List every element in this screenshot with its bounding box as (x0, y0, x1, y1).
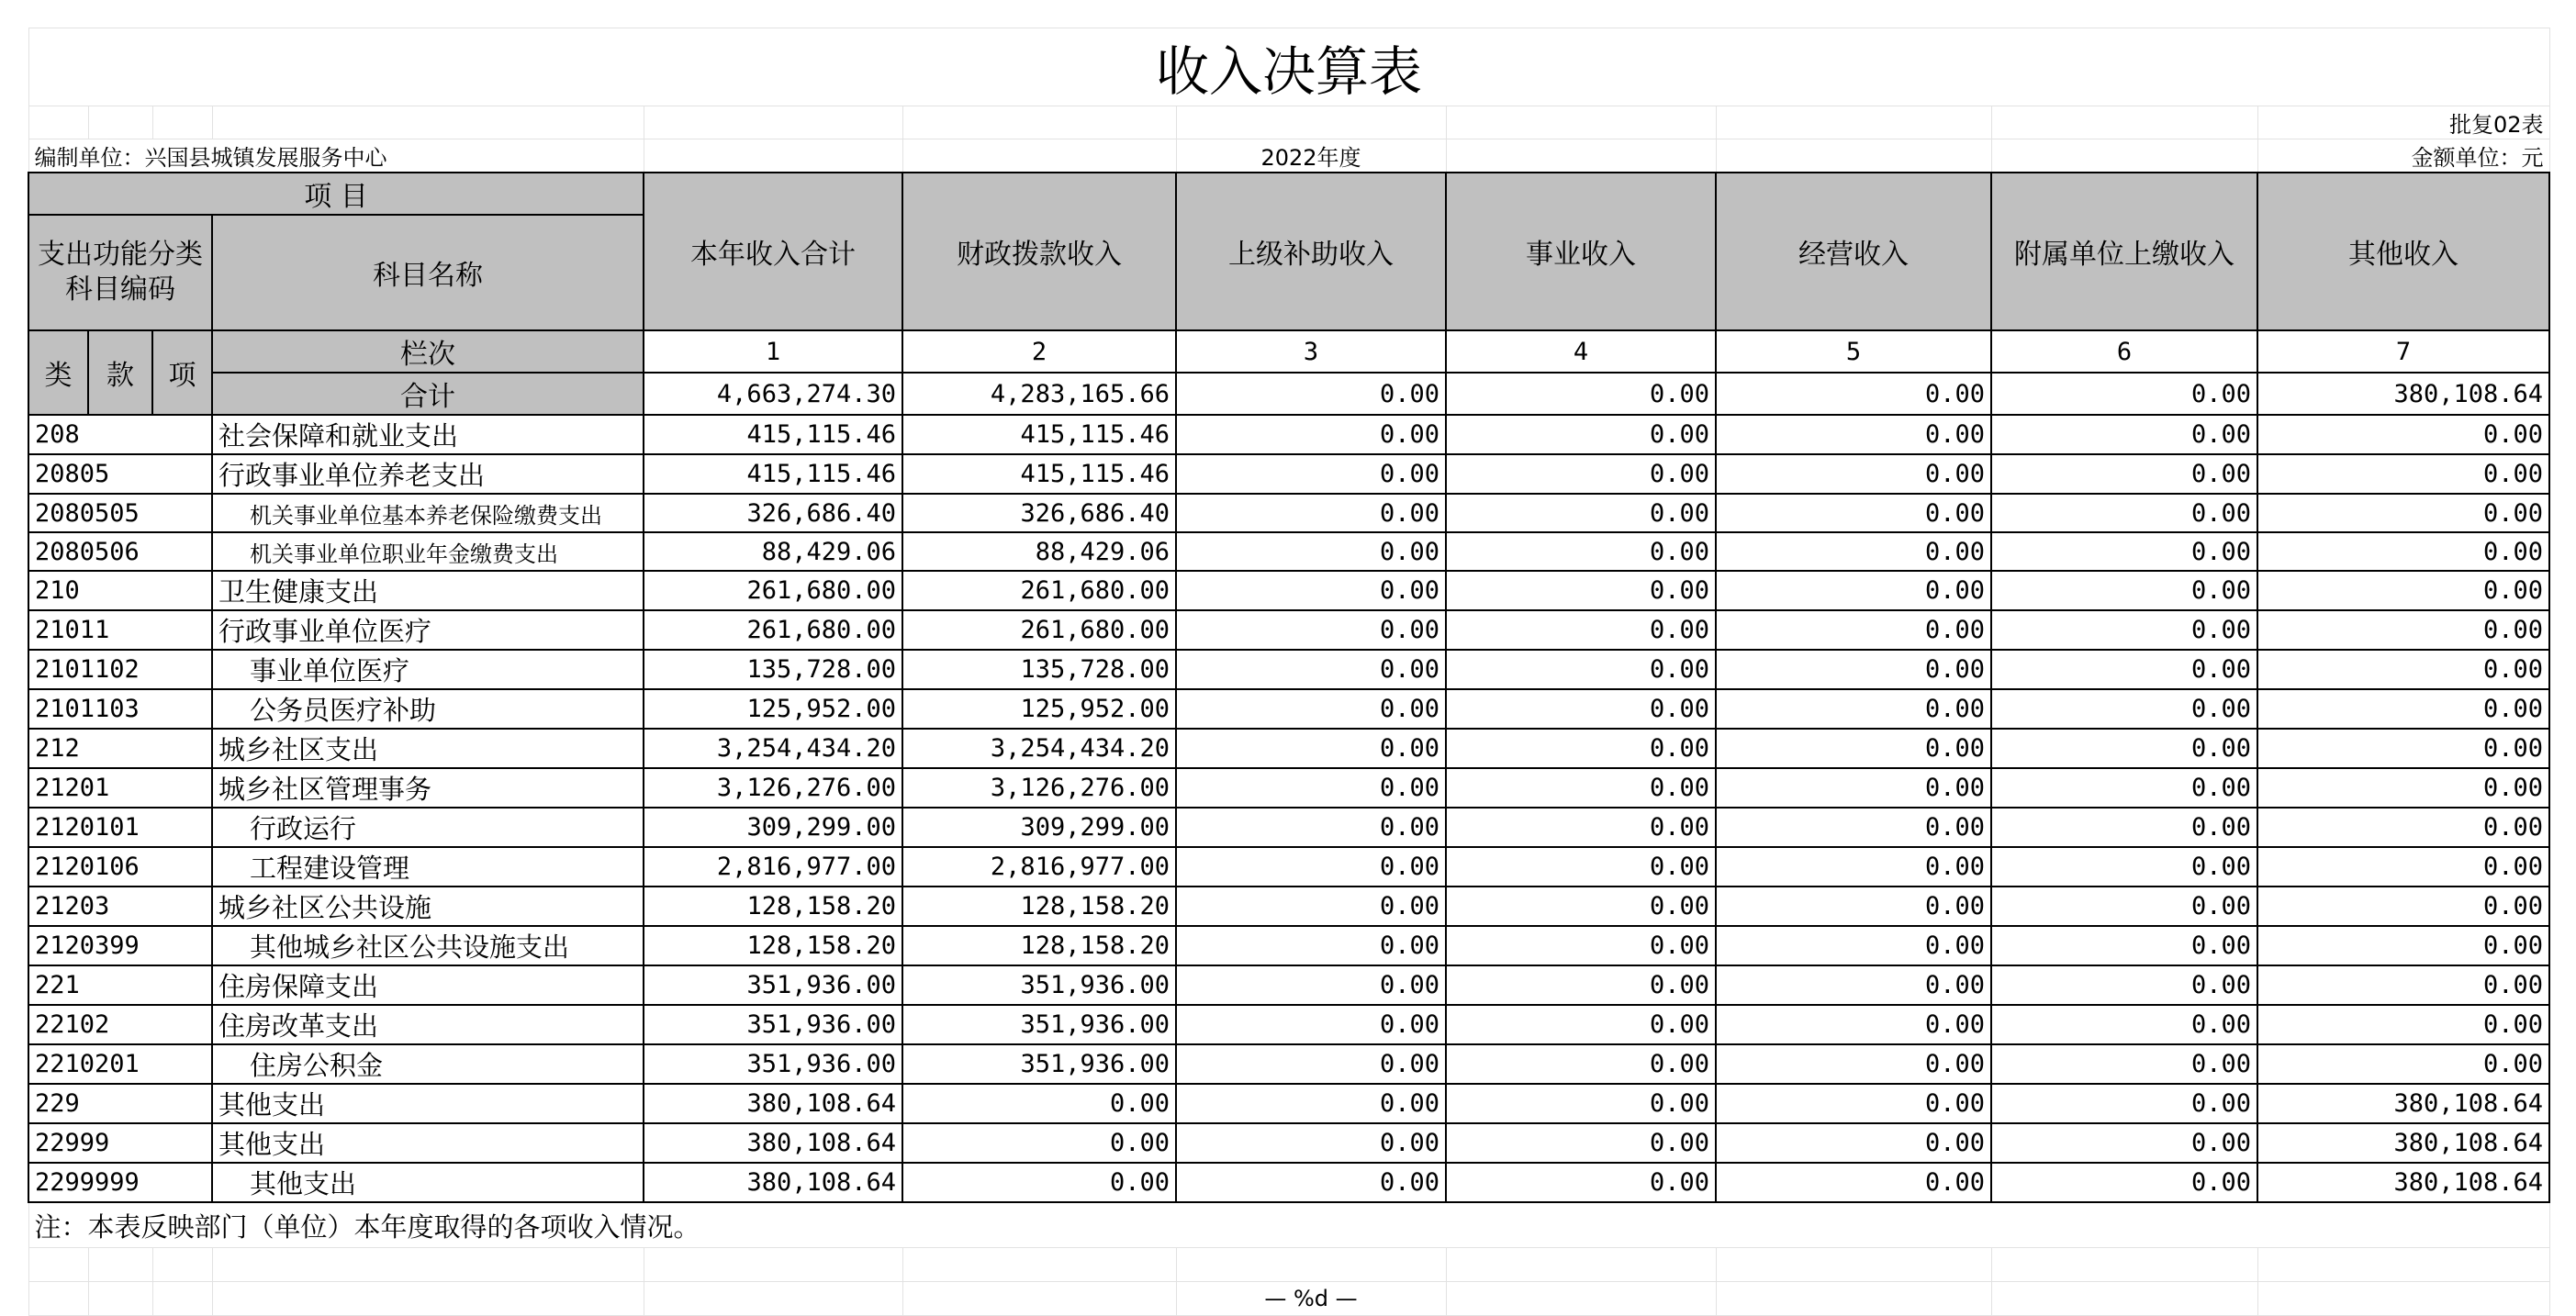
column-number-7: 7 (2257, 330, 2549, 373)
total-value-4: 0.00 (1446, 373, 1716, 415)
row-value-3: 0.00 (1176, 808, 1446, 847)
row-value-7: 0.00 (2257, 1005, 2549, 1044)
row-value-1: 415,115.46 (644, 415, 902, 454)
table-row (28, 1084, 2549, 1123)
col-header-1: 本年收入合计 (644, 173, 902, 330)
row-value-3: 0.00 (1176, 532, 1446, 571)
table-row (28, 689, 2549, 729)
row-value-6: 0.00 (1991, 1044, 2257, 1084)
row-code: 2101102 (28, 650, 212, 689)
row-value-5: 0.00 (1716, 808, 1991, 847)
column-number-5: 5 (1716, 330, 1991, 373)
row-code: 208 (28, 415, 212, 454)
header-name: 科目名称 (212, 215, 644, 330)
row-value-2: 326,686.40 (902, 494, 1176, 532)
table-row (28, 729, 2549, 768)
total-value-2: 4,283,165.66 (902, 373, 1176, 415)
col-header-5: 经营收入 (1716, 173, 1991, 330)
row-code: 221 (28, 965, 212, 1005)
total-label: 合计 (212, 373, 644, 415)
col-header-2: 财政拨款收入 (902, 173, 1176, 330)
table-row (28, 887, 2549, 926)
currency-unit: 金额单位：元 (2257, 139, 2549, 173)
row-value-1: 128,158.20 (644, 926, 902, 965)
table-row (28, 1163, 2549, 1202)
row-value-6: 0.00 (1991, 1084, 2257, 1123)
row-value-7: 0.00 (2257, 1044, 2549, 1084)
table-row (28, 532, 2549, 571)
row-value-2: 351,936.00 (902, 1005, 1176, 1044)
row-value-6: 0.00 (1991, 532, 2257, 571)
row-value-2: 125,952.00 (902, 689, 1176, 729)
row-value-6: 0.00 (1991, 887, 2257, 926)
row-code: 2299999 (28, 1163, 212, 1202)
row-value-3: 0.00 (1176, 1123, 1446, 1163)
table-row (28, 1123, 2549, 1163)
compiling-unit: 编制单位：兴国县城镇发展服务中心 (28, 139, 644, 173)
table-row (28, 768, 2549, 808)
row-value-5: 0.00 (1716, 689, 1991, 729)
row-name: 工程建设管理 (212, 847, 644, 887)
header-code: 支出功能分类科目编码 (28, 215, 212, 330)
row-value-4: 0.00 (1446, 729, 1716, 768)
row-value-6: 0.00 (1991, 808, 2257, 847)
row-value-3: 0.00 (1176, 926, 1446, 965)
row-value-3: 0.00 (1176, 650, 1446, 689)
row-name: 行政运行 (212, 808, 644, 847)
row-value-1: 309,299.00 (644, 808, 902, 847)
row-code: 21011 (28, 610, 212, 650)
row-value-6: 0.00 (1991, 610, 2257, 650)
row-value-4: 0.00 (1446, 454, 1716, 494)
row-value-2: 261,680.00 (902, 610, 1176, 650)
row-value-4: 0.00 (1446, 1084, 1716, 1123)
row-value-4: 0.00 (1446, 768, 1716, 808)
row-value-1: 351,936.00 (644, 965, 902, 1005)
row-value-5: 0.00 (1716, 926, 1991, 965)
row-value-2: 3,126,276.00 (902, 768, 1176, 808)
row-value-3: 0.00 (1176, 1084, 1446, 1123)
row-value-3: 0.00 (1176, 965, 1446, 1005)
row-value-7: 0.00 (2257, 887, 2549, 926)
row-code: 229 (28, 1084, 212, 1123)
row-value-2: 135,728.00 (902, 650, 1176, 689)
row-code: 210 (28, 571, 212, 610)
total-value-1: 4,663,274.30 (644, 373, 902, 415)
row-value-1: 125,952.00 (644, 689, 902, 729)
row-code: 2080506 (28, 532, 212, 571)
header-section: 款 (88, 330, 152, 415)
table-row (28, 650, 2549, 689)
row-value-2: 2,816,977.00 (902, 847, 1176, 887)
row-value-6: 0.00 (1991, 1163, 2257, 1202)
header-category: 类 (28, 330, 88, 415)
row-name: 其他支出 (212, 1123, 644, 1163)
row-value-7: 0.00 (2257, 847, 2549, 887)
page-number-footer: — %d — (1176, 1282, 1446, 1316)
row-value-4: 0.00 (1446, 571, 1716, 610)
column-number-6: 6 (1991, 330, 2257, 373)
row-value-7: 380,108.64 (2257, 1163, 2549, 1202)
row-name: 机关事业单位基本养老保险缴费支出 (212, 494, 644, 532)
row-value-1: 351,936.00 (644, 1005, 902, 1044)
table-row (28, 610, 2549, 650)
row-value-5: 0.00 (1716, 847, 1991, 887)
row-value-4: 0.00 (1446, 532, 1716, 571)
row-value-7: 0.00 (2257, 454, 2549, 494)
row-value-1: 326,686.40 (644, 494, 902, 532)
table-row (28, 965, 2549, 1005)
row-code: 212 (28, 729, 212, 768)
row-value-6: 0.00 (1991, 1005, 2257, 1044)
row-name: 社会保障和就业支出 (212, 415, 644, 454)
row-code: 2101103 (28, 689, 212, 729)
row-value-4: 0.00 (1446, 808, 1716, 847)
row-value-6: 0.00 (1991, 454, 2257, 494)
row-value-1: 128,158.20 (644, 887, 902, 926)
row-value-6: 0.00 (1991, 729, 2257, 768)
row-value-5: 0.00 (1716, 729, 1991, 768)
row-value-4: 0.00 (1446, 650, 1716, 689)
col-header-6: 附属单位上缴收入 (1991, 173, 2257, 330)
row-value-7: 0.00 (2257, 768, 2549, 808)
row-name: 其他城乡社区公共设施支出 (212, 926, 644, 965)
row-value-7: 0.00 (2257, 415, 2549, 454)
row-name: 行政事业单位医疗 (212, 610, 644, 650)
row-value-5: 0.00 (1716, 610, 1991, 650)
row-value-2: 415,115.46 (902, 454, 1176, 494)
row-value-7: 0.00 (2257, 650, 2549, 689)
row-value-5: 0.00 (1716, 1123, 1991, 1163)
row-value-3: 0.00 (1176, 571, 1446, 610)
row-value-3: 0.00 (1176, 768, 1446, 808)
table-row (28, 415, 2549, 454)
col-header-7: 其他收入 (2257, 173, 2549, 330)
fiscal-year: 2022年度 (1176, 139, 1446, 173)
row-value-5: 0.00 (1716, 1084, 1991, 1123)
row-value-2: 415,115.46 (902, 415, 1176, 454)
row-value-7: 0.00 (2257, 965, 2549, 1005)
row-value-5: 0.00 (1716, 768, 1991, 808)
row-value-6: 0.00 (1991, 768, 2257, 808)
row-value-4: 0.00 (1446, 689, 1716, 729)
row-value-1: 415,115.46 (644, 454, 902, 494)
row-value-1: 351,936.00 (644, 1044, 902, 1084)
row-code: 21201 (28, 768, 212, 808)
table-row (28, 571, 2549, 610)
column-number-4: 4 (1446, 330, 1716, 373)
table-row (28, 454, 2549, 494)
row-value-5: 0.00 (1716, 454, 1991, 494)
row-code: 2120106 (28, 847, 212, 887)
row-value-1: 261,680.00 (644, 610, 902, 650)
row-value-5: 0.00 (1716, 650, 1991, 689)
row-value-6: 0.00 (1991, 650, 2257, 689)
row-value-5: 0.00 (1716, 532, 1991, 571)
row-code: 22102 (28, 1005, 212, 1044)
row-value-5: 0.00 (1716, 887, 1991, 926)
row-code: 20805 (28, 454, 212, 494)
row-value-4: 0.00 (1446, 1044, 1716, 1084)
row-value-6: 0.00 (1991, 847, 2257, 887)
row-code: 2080505 (28, 494, 212, 532)
row-name: 卫生健康支出 (212, 571, 644, 610)
row-value-7: 380,108.64 (2257, 1084, 2549, 1123)
row-value-7: 0.00 (2257, 808, 2549, 847)
total-value-7: 380,108.64 (2257, 373, 2549, 415)
row-value-6: 0.00 (1991, 494, 2257, 532)
row-value-4: 0.00 (1446, 415, 1716, 454)
row-code: 22999 (28, 1123, 212, 1163)
row-value-7: 0.00 (2257, 494, 2549, 532)
table-row (28, 1005, 2549, 1044)
row-value-3: 0.00 (1176, 729, 1446, 768)
row-value-7: 380,108.64 (2257, 1123, 2549, 1163)
form-number: 批复02表 (2257, 106, 2549, 139)
row-value-1: 3,126,276.00 (644, 768, 902, 808)
table-row (28, 847, 2549, 887)
row-name: 公务员医疗补助 (212, 689, 644, 729)
row-value-4: 0.00 (1446, 926, 1716, 965)
row-value-2: 351,936.00 (902, 965, 1176, 1005)
row-value-4: 0.00 (1446, 887, 1716, 926)
row-value-6: 0.00 (1991, 926, 2257, 965)
row-value-5: 0.00 (1716, 415, 1991, 454)
row-value-7: 0.00 (2257, 926, 2549, 965)
total-value-5: 0.00 (1716, 373, 1991, 415)
row-value-4: 0.00 (1446, 847, 1716, 887)
row-value-4: 0.00 (1446, 965, 1716, 1005)
row-value-2: 309,299.00 (902, 808, 1176, 847)
table-row (28, 926, 2549, 965)
row-value-3: 0.00 (1176, 847, 1446, 887)
total-value-3: 0.00 (1176, 373, 1446, 415)
header-columns-label: 栏次 (212, 330, 644, 373)
row-value-6: 0.00 (1991, 965, 2257, 1005)
row-value-1: 88,429.06 (644, 532, 902, 571)
row-name: 住房改革支出 (212, 1005, 644, 1044)
row-value-3: 0.00 (1176, 689, 1446, 729)
table-note: 注：本表反映部门（单位）本年度取得的各项收入情况。 (28, 1202, 2549, 1248)
income-table (28, 28, 2550, 1316)
table-row (28, 1044, 2549, 1084)
row-value-1: 2,816,977.00 (644, 847, 902, 887)
row-value-1: 380,108.64 (644, 1084, 902, 1123)
row-name: 城乡社区支出 (212, 729, 644, 768)
column-number-3: 3 (1176, 330, 1446, 373)
row-value-4: 0.00 (1446, 1163, 1716, 1202)
row-value-2: 3,254,434.20 (902, 729, 1176, 768)
header-entry: 项 (152, 330, 212, 415)
row-value-6: 0.00 (1991, 571, 2257, 610)
row-value-7: 0.00 (2257, 729, 2549, 768)
column-number-1: 1 (644, 330, 902, 373)
row-value-2: 351,936.00 (902, 1044, 1176, 1084)
total-value-6: 0.00 (1991, 373, 2257, 415)
row-value-6: 0.00 (1991, 1123, 2257, 1163)
column-number-2: 2 (902, 330, 1176, 373)
col-header-4: 事业收入 (1446, 173, 1716, 330)
row-name: 住房公积金 (212, 1044, 644, 1084)
row-value-3: 0.00 (1176, 887, 1446, 926)
col-header-3: 上级补助收入 (1176, 173, 1446, 330)
row-value-2: 88,429.06 (902, 532, 1176, 571)
row-value-1: 135,728.00 (644, 650, 902, 689)
row-value-5: 0.00 (1716, 1163, 1991, 1202)
row-value-3: 0.00 (1176, 454, 1446, 494)
income-final-accounts-sheet (28, 28, 2548, 1316)
row-value-2: 0.00 (902, 1163, 1176, 1202)
row-code: 2210201 (28, 1044, 212, 1084)
row-value-7: 0.00 (2257, 571, 2549, 610)
row-value-7: 0.00 (2257, 689, 2549, 729)
row-value-5: 0.00 (1716, 494, 1991, 532)
row-code: 21203 (28, 887, 212, 926)
row-value-3: 0.00 (1176, 610, 1446, 650)
row-value-5: 0.00 (1716, 965, 1991, 1005)
row-value-2: 0.00 (902, 1084, 1176, 1123)
row-value-3: 0.00 (1176, 415, 1446, 454)
row-value-2: 128,158.20 (902, 887, 1176, 926)
row-value-2: 128,158.20 (902, 926, 1176, 965)
row-value-2: 0.00 (902, 1123, 1176, 1163)
row-value-4: 0.00 (1446, 494, 1716, 532)
header-item: 项 目 (28, 173, 644, 215)
row-value-3: 0.00 (1176, 1163, 1446, 1202)
row-value-1: 380,108.64 (644, 1123, 902, 1163)
row-name: 机关事业单位职业年金缴费支出 (212, 532, 644, 571)
row-name: 其他支出 (212, 1163, 644, 1202)
table-row (28, 494, 2549, 532)
row-code: 2120399 (28, 926, 212, 965)
row-value-4: 0.00 (1446, 1005, 1716, 1044)
row-value-4: 0.00 (1446, 610, 1716, 650)
row-value-3: 0.00 (1176, 494, 1446, 532)
row-value-6: 0.00 (1991, 415, 2257, 454)
row-value-5: 0.00 (1716, 1044, 1991, 1084)
page-title: 收入决算表 (28, 28, 2549, 106)
table-row (28, 808, 2549, 847)
row-code: 2120101 (28, 808, 212, 847)
row-name: 住房保障支出 (212, 965, 644, 1005)
row-name: 城乡社区管理事务 (212, 768, 644, 808)
row-name: 其他支出 (212, 1084, 644, 1123)
row-name: 城乡社区公共设施 (212, 887, 644, 926)
row-value-3: 0.00 (1176, 1005, 1446, 1044)
row-value-1: 261,680.00 (644, 571, 902, 610)
row-value-1: 380,108.64 (644, 1163, 902, 1202)
row-value-4: 0.00 (1446, 1123, 1716, 1163)
row-value-5: 0.00 (1716, 571, 1991, 610)
row-value-1: 3,254,434.20 (644, 729, 902, 768)
row-value-2: 261,680.00 (902, 571, 1176, 610)
total-row (28, 373, 2549, 415)
row-value-5: 0.00 (1716, 1005, 1991, 1044)
row-name: 行政事业单位养老支出 (212, 454, 644, 494)
row-value-7: 0.00 (2257, 610, 2549, 650)
row-name: 事业单位医疗 (212, 650, 644, 689)
row-value-3: 0.00 (1176, 1044, 1446, 1084)
row-value-6: 0.00 (1991, 689, 2257, 729)
row-value-7: 0.00 (2257, 532, 2549, 571)
